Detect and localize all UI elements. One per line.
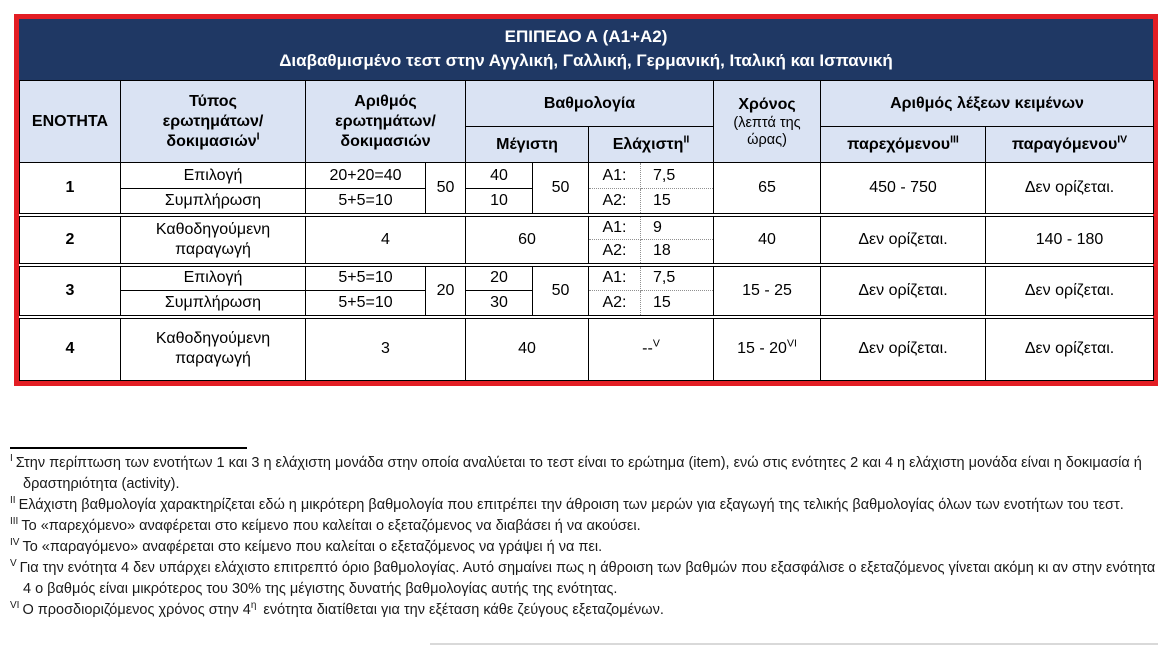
cell-max: 20 bbox=[466, 265, 533, 291]
footnote-2 bbox=[10, 495, 1166, 516]
footnote-marker: V bbox=[10, 558, 17, 570]
cell-count: 4 bbox=[306, 215, 466, 265]
cell-min-a2-label: Α2: bbox=[589, 291, 641, 317]
cell-type: Επιλογή bbox=[121, 265, 306, 291]
cell-max: 40 bbox=[466, 163, 533, 189]
col-header-parexomenou: παρεχόμενου$^{III}$ bbox=[821, 127, 986, 163]
col-header-vathmologia: Βαθμολογία bbox=[466, 81, 714, 127]
footnote-text: Στην περίπτωση των ενοτήτων 1 και 3 η ελάχιστη μονάδα στην οποία αναλύεται το τεστ είναι το ερώτημα (item), ενώ στις ενότητες 2 και 4 η ελάχιστη μονάδα είναι η δοκιμασία ή δραστηριότητα (activity). bbox=[15, 455, 1142, 492]
footnote-marker: III bbox=[10, 516, 19, 528]
footnote-marker: IV bbox=[10, 537, 20, 549]
cell-produced-words: 140 - 180 bbox=[986, 215, 1154, 265]
cell-count: 5+5=10 bbox=[306, 265, 426, 291]
cell-count: 3 bbox=[306, 317, 466, 381]
col-header-typos bbox=[121, 81, 306, 163]
footnotes-section bbox=[10, 453, 1166, 621]
table-title-line1: ΕΠΙΠΕΔΟ Α (Α1+Α2) bbox=[504, 27, 668, 46]
col-header-lexeon: Αριθμός λέξεων κειμένων bbox=[821, 81, 1154, 127]
footnote-3 bbox=[10, 516, 1166, 537]
table-title-band bbox=[19, 19, 1153, 80]
footnote-text: Ελάχιστη βαθμολογία χαρακτηρίζεται εδώ η μικρότερη βαθμολογία που επιτρέπει την άθροιση των μερών για εξαγωγή της τελικής βαθμολογίας όλων των ενοτήτων του τεστ. bbox=[18, 497, 1124, 513]
col-header-elaxisti: Ελάχιστη$^{II}$ bbox=[589, 127, 714, 163]
next-table-edge-fragment bbox=[430, 643, 1158, 645]
typos-line1: Τύπος bbox=[189, 92, 237, 110]
cell-min-a2-label: Α2: bbox=[589, 240, 641, 265]
xronos-paren-line2: ώρας) bbox=[747, 131, 787, 148]
cell-min-a2-value: 15 bbox=[641, 189, 714, 215]
cell-provided-words: 450 - 750 bbox=[821, 163, 986, 215]
level-a-test-table bbox=[14, 14, 1158, 386]
cell-max: 30 bbox=[466, 291, 533, 317]
cell-max: 10 bbox=[466, 189, 533, 215]
cell-time: 65 bbox=[714, 163, 821, 215]
row-group-3 bbox=[20, 265, 1154, 317]
ordinal-superscript: η bbox=[250, 600, 257, 612]
footnote-ref-iv: IV bbox=[1117, 133, 1128, 146]
cell-count: 20+20=40 bbox=[306, 163, 426, 189]
footnote-marker: II bbox=[10, 495, 16, 507]
xronos-label: Χρόνος bbox=[738, 95, 796, 113]
footnote-text: Το «παρεχόμενο» αναφέρεται στο κείμενο που καλείται ο εξεταζόμενος να διαβάσει ή να ακούσει. bbox=[21, 518, 641, 534]
col-header-megisti: Μέγιστη bbox=[466, 127, 589, 163]
row-group-4 bbox=[20, 317, 1154, 381]
cell-enotita: 3 bbox=[20, 265, 121, 317]
cell-count-total: 20 bbox=[426, 265, 466, 317]
cell-type: Καθοδηγούμενη παραγωγή bbox=[121, 317, 306, 381]
cell-count-total: 50 bbox=[426, 163, 466, 215]
cell-enotita: 1 bbox=[20, 163, 121, 215]
footnote-text: Για την ενότητα 4 δεν υπάρχει ελάχιστο επιτρεπτό όριο βαθμολογίας. Αυτό σημαίνει πως η άθροιση των βαθμών που εξασφάλισε ο εξεταζόμενος γίνεται ακόμη κι αν στην ενότητα 4 ο βαθμός είναι μικρότερος του 30% της μέγιστης δυνατής βαθμολογίας αυτής της ενότητας. bbox=[19, 560, 1156, 597]
cell-min-a1-label: Α1: bbox=[589, 163, 641, 189]
cell-max-total: 50 bbox=[533, 163, 589, 215]
cell-type: Συμπλήρωση bbox=[121, 189, 306, 215]
cell-min-a2-value: 18 bbox=[641, 240, 714, 265]
cell-produced-words: Δεν ορίζεται. bbox=[986, 317, 1154, 381]
cell-min-a1-label: Α1: bbox=[589, 215, 641, 240]
cell-provided-words: Δεν ορίζεται. bbox=[821, 265, 986, 317]
cell-max: 40 bbox=[466, 317, 589, 381]
cell-max: 60 bbox=[466, 215, 589, 265]
cell-min: --$^V$ bbox=[589, 317, 714, 381]
cell-min-a2-value: 15 bbox=[641, 291, 714, 317]
cell-type: Επιλογή bbox=[121, 163, 306, 189]
footnote-ref-ii: II bbox=[683, 133, 690, 146]
cell-min-a1-label: Α1: bbox=[589, 265, 641, 291]
col-header-arithmos bbox=[306, 81, 466, 163]
footnote-marker: I bbox=[10, 453, 13, 465]
footnote-ref-iii: III bbox=[950, 133, 959, 146]
cell-min-a1-value: 9 bbox=[641, 215, 714, 240]
cell-max-total: 50 bbox=[533, 265, 589, 317]
col-header-paragomenou: παραγόμενου$^{IV}$ bbox=[986, 127, 1154, 163]
xronos-paren-line1: (λεπτά της bbox=[733, 114, 801, 131]
footnote-ref-vi: VI bbox=[786, 337, 797, 350]
table-row bbox=[20, 215, 1154, 240]
footnote-5 bbox=[10, 558, 1166, 600]
footnote-ref-v: V bbox=[652, 337, 660, 350]
row-group-2 bbox=[20, 215, 1154, 265]
cell-provided-words: Δεν ορίζεται. bbox=[821, 215, 986, 265]
cell-time: 15 - 25 bbox=[714, 265, 821, 317]
cell-count: 5+5=10 bbox=[306, 189, 426, 215]
footnote-text: Το «παραγόμενο» αναφέρεται στο κείμενο που καλείται ο εξεταζόμενος να γράψει ή να πει. bbox=[22, 539, 603, 555]
cell-produced-words: Δεν ορίζεται. bbox=[986, 265, 1154, 317]
cell-min-a1-value: 7,5 bbox=[641, 163, 714, 189]
row-group-1 bbox=[20, 163, 1154, 215]
cell-time: 40 bbox=[714, 215, 821, 265]
typos-line3: δοκιμασιών$^I$ bbox=[166, 130, 260, 150]
cell-enotita: 2 bbox=[20, 215, 121, 265]
cell-min-a2-label: Α2: bbox=[589, 189, 641, 215]
cell-provided-words: Δεν ορίζεται. bbox=[821, 317, 986, 381]
cell-type: Συμπλήρωση bbox=[121, 291, 306, 317]
footnote-separator bbox=[10, 447, 247, 449]
footnote-4 bbox=[10, 537, 1166, 558]
cell-count: 5+5=10 bbox=[306, 291, 426, 317]
table-row bbox=[20, 265, 1154, 291]
cell-type: Καθοδηγούμενη παραγωγή bbox=[121, 215, 306, 265]
typos-line2: ερωτημάτων/ bbox=[162, 112, 264, 130]
document-table bbox=[19, 80, 1154, 381]
cell-time: $15 - 20^{VI}$ bbox=[714, 317, 821, 381]
table-row bbox=[20, 163, 1154, 189]
arithmos-line2: ερωτημάτων/ bbox=[335, 112, 436, 130]
footnote-1 bbox=[10, 453, 1166, 495]
table-row bbox=[20, 317, 1154, 381]
arithmos-line1: Αριθμός bbox=[354, 92, 417, 110]
cell-enotita: 4 bbox=[20, 317, 121, 381]
footnote-text: Ο προσδιοριζόμενος χρόνος στην $4^\eta$ ενότητα διατίθεται για την εξέταση κάθε ζεύγους εξεταζομένων. bbox=[22, 600, 664, 618]
cell-produced-words: Δεν ορίζεται. bbox=[986, 163, 1154, 215]
arithmos-line3: δοκιμασιών bbox=[340, 132, 431, 150]
table-title-line2: Διαβαθμισμένο τεστ στην Αγγλική, Γαλλική, Γερμανική, Ιταλική και Ισπανική bbox=[279, 51, 893, 70]
footnote-marker: VI bbox=[10, 600, 20, 612]
col-header-xronos bbox=[714, 81, 821, 163]
footnote-6 bbox=[10, 600, 1166, 621]
col-header-enotita: ΕΝΟΤΗΤΑ bbox=[20, 81, 121, 163]
footnote-ref-i: I bbox=[256, 130, 260, 143]
cell-min-a1-value: 7,5 bbox=[641, 265, 714, 291]
